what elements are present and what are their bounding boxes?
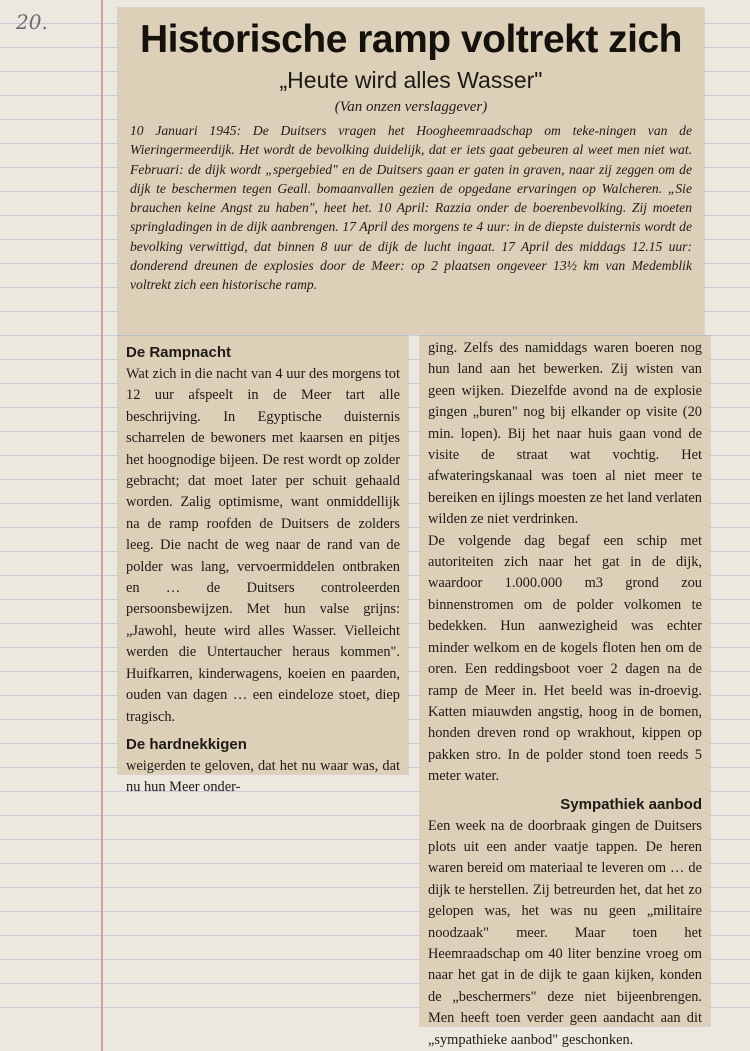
section-text-hardnekkigen: weigerden te geloven, dat het nu waar was, dat nu hun Meer onder-: [126, 757, 400, 796]
left-column-clipping: [118, 336, 408, 796]
right-column-clipping: [420, 336, 710, 1048]
section-text-rampnacht: Wat zich in die nacht van 4 uur des morgens tot 12 uur afspeelt in de Meer tart alle beschrijving. In Egyptische duisternis scharrelen de bewoners met kaarsen en pitjes het hoognodige bijeen. De rest wordt op zolder gebracht; dat moet later per schuit gehaald worden. Zalig optimisme, want onmiddellijk na de ramp roofden de Duitsers de zolders leeg. Die nacht de weg naar de rand van de polder was lang, vervoermiddelen ontbraken en … de Duitsers controleerden persoonsbewijzen. Met hun valse grijns: „Jawohl, heute wird alles Wasser. Vielleicht werden die Untertaucher heraus kommen". Huifkarren, kinderwagens, koeien en paarden, ouden van dagen … een eindeloze stoet, diep tragisch.: [126, 366, 400, 725]
byline: (Van onzen verslaggever): [334, 99, 488, 115]
right-column-paragraph-1: ging. Zelfs des namiddags waren boeren nog hun land aan het bewerken. Zij wisten van geen wijken. Diezelfde avond na de explosie gingen „buren" nog bij elkander op visite (20 min. lopen). Bij het naar huis gaan vond de visite de straat wat vochtig. Het afwateringskanaal was toen al niet meer te bereiken en ijlings moesten ze het land verlaten wilden ze niet verdrinken.: [428, 340, 702, 528]
section-text-sympathiek: Een week na de doorbraak gingen de Duitsers plots uit een ander vaatje tappen. De heren waren bereid om materiaal te leveren om … de dijk te herstellen. Zij betreurden het, dat het zo gelopen was, het was nu geen „militaire noodzaak" meer. Maar toen het Heemraadschap om 40 liter benzine vroeg om naar het gat in de dijk te gaan kijken, konden de „beschermers" deze niet bijeenbrengen. Men heeft toen verder geen aandacht aan dit „sympathieke aanbod" geschonken.: [428, 817, 702, 1048]
page-number: 20.: [16, 10, 48, 34]
subheadline: „Heute wird alles Wasser": [279, 67, 543, 93]
article-header-clipping: [118, 8, 704, 334]
section-heading-hardnekkigen: De hardnekkigen: [126, 735, 247, 753]
section-heading-rampnacht: De Rampnacht: [126, 344, 232, 361]
intro-paragraph: 10 Januari 1945: De Duitsers vragen het Hoogheemraadschap om teke-ningen van de Wieringermeerdijk. Het wordt de bevolking duidelijk, dat er iets gaat gebeuren al weet men niet wat. Februari: de dijk wordt „spergebied" en de Duitsers gaan er gaten in graven, naar zij zeggen om de dijk te beschermen tegen Geall. bomaanvallen gezien de opgedane ervaringen op Walcheren. „Sie brauchen keine Angst zu haben", heet het. 10 April: Razzia onder de boerenbevolking. Zij moeten springladingen in de dijk aanbrengen. 17 April des morgens te 4 uur: in de diepste duisternis wordt de bevolking verwittigd, dat binnen 8 uur de dijk de lucht ingaat. 17 April des middags 12.15 uur: donderend dreunen de explosies door de Meer: op 2 plaatsen ongeveer 13½ km van Medemblik voltrekt zich een historische ramp.: [130, 123, 692, 293]
headline: Historische ramp voltrekt zich: [139, 18, 682, 61]
section-heading-sympathiek: Sympathiek aanbod: [560, 795, 702, 813]
right-column-paragraph-2: De volgende dag begaf een schip met autoriteiten zich naar het gat in de dijk, waardoor 1.000.000 m3 grond zou binnenstromen om de polder volkomen te bedekken. Hun aanwezigheid was echter minder welkom en de kogels floten hen om de oren. Een reddingsboot voer 2 dagen na de ramp de Meer in. Het beeld was in-droevig. Katten miauwden angstig, hoog in de bomen, honden dreven rond op wrakhout, kippen op pakken stro. In de polder stond toen reeds 5 meter water.: [428, 532, 702, 785]
